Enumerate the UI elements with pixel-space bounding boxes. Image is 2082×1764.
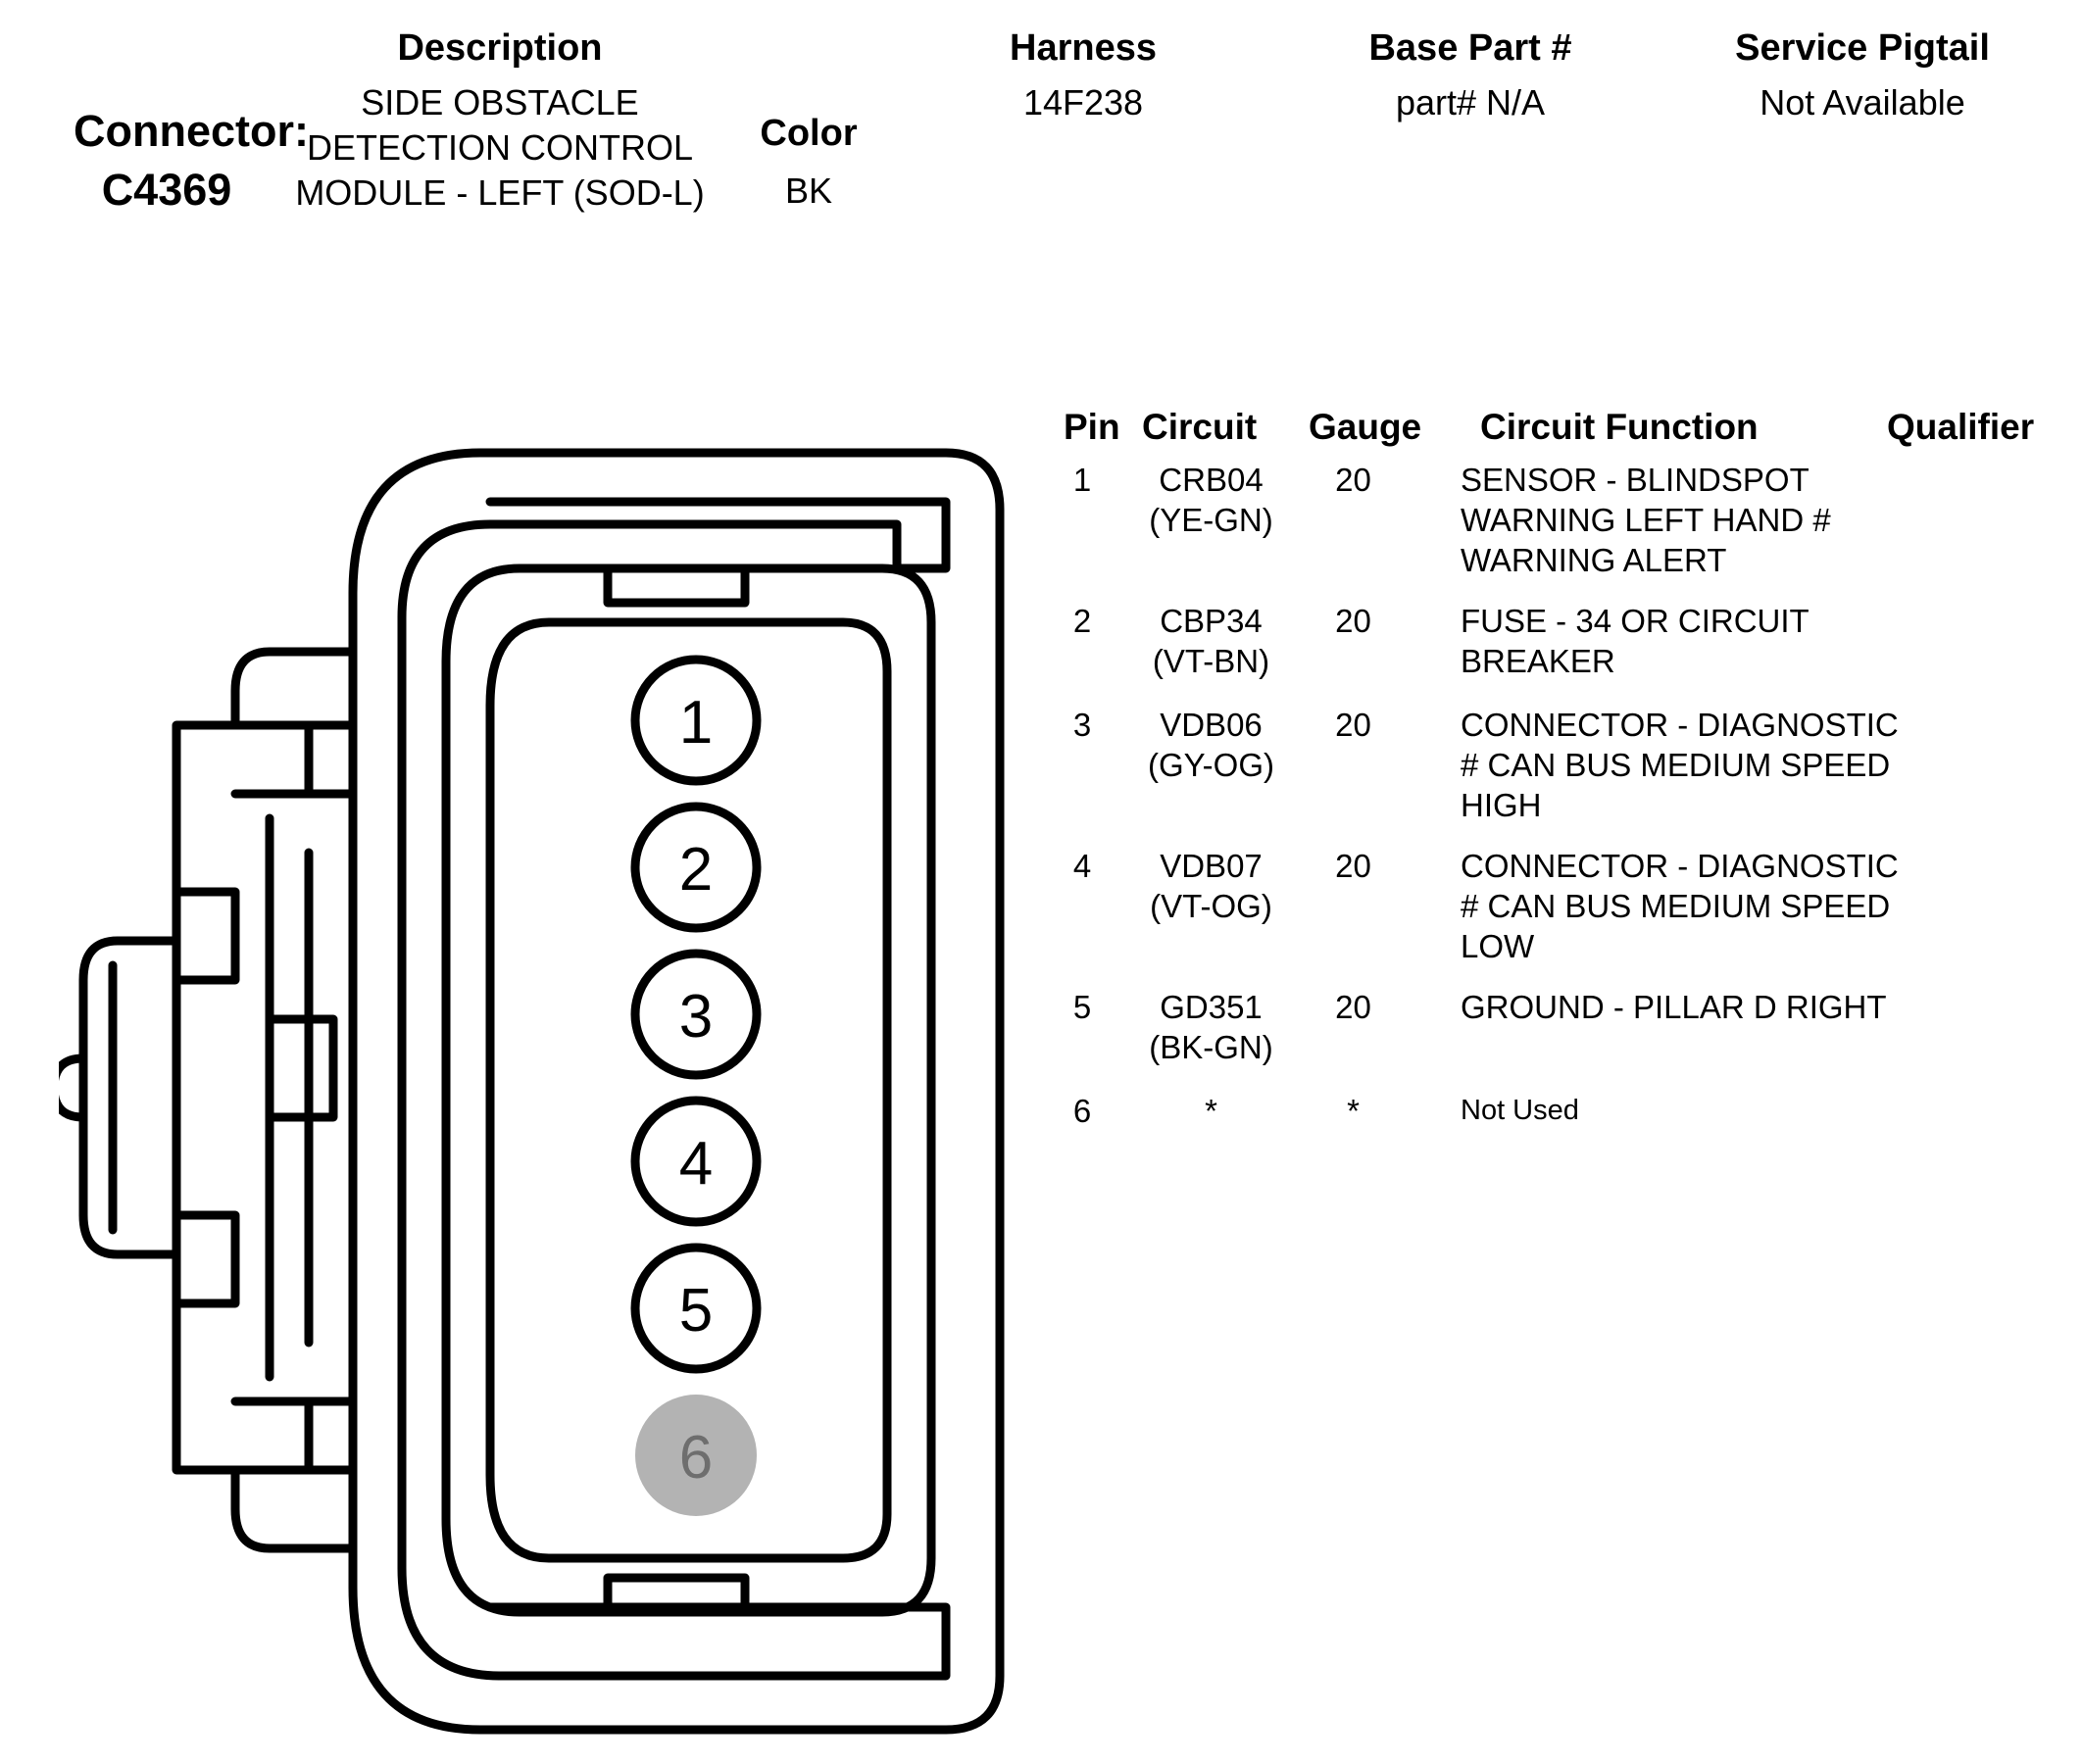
cell-function: CONNECTOR - DIAGNOSTIC # CAN BUS MEDIUM SPEED HIGH bbox=[1461, 707, 1899, 823]
cell-circuit-code: GD351 bbox=[1160, 989, 1263, 1025]
cell-gauge: * bbox=[1347, 1093, 1360, 1129]
connector-left-tab-top bbox=[235, 725, 309, 794]
cell-circuit-color: (VT-OG) bbox=[1150, 888, 1272, 924]
connector-face-diagram bbox=[59, 431, 1039, 1754]
cell-gauge: 20 bbox=[1335, 707, 1371, 743]
connector-left-housing bbox=[176, 652, 353, 1548]
col-header-qualifier: Qualifier bbox=[1887, 407, 2035, 447]
cell-circuit-color: (YE-GN) bbox=[1149, 502, 1273, 538]
connector-id: C4369 bbox=[101, 165, 232, 215]
cell-circuit bbox=[1125, 987, 1297, 1067]
cell-pin: 1 bbox=[1072, 462, 1092, 498]
cell-circuit-code: VDB06 bbox=[1160, 707, 1263, 743]
cell-pin: 3 bbox=[1072, 707, 1092, 743]
connector-left-tab-bottom bbox=[235, 1401, 309, 1470]
cavity-3-label: 3 bbox=[678, 983, 714, 1051]
table-row bbox=[1049, 987, 2078, 1077]
pin-table bbox=[1049, 407, 2078, 1163]
cavity-5-label: 5 bbox=[678, 1277, 714, 1345]
cell-circuit-code: CRB04 bbox=[1159, 462, 1264, 498]
base-part-value: part# N/A bbox=[1395, 82, 1546, 122]
cell-circuit-color: (BK-GN) bbox=[1149, 1029, 1273, 1065]
harness-value: 14F238 bbox=[1022, 82, 1144, 122]
cavity-6-label: 6 bbox=[678, 1424, 714, 1492]
pin-table-header-row bbox=[1049, 407, 2078, 460]
col-header-function: Circuit Function bbox=[1480, 407, 1759, 447]
cell-circuit bbox=[1125, 1091, 1297, 1131]
table-row bbox=[1049, 601, 2078, 691]
connector-left-window-2 bbox=[176, 1215, 235, 1303]
cell-function: FUSE - 34 OR CIRCUIT BREAKER bbox=[1461, 603, 1809, 679]
table-row bbox=[1049, 705, 2078, 832]
header-block bbox=[0, 0, 2082, 323]
col-header-gauge: Gauge bbox=[1309, 407, 1422, 447]
col-header-circuit: Circuit bbox=[1142, 407, 1258, 447]
description-value: SIDE OBSTACLE DETECTION CONTROL MODULE - LEFT (SOD-L) bbox=[295, 82, 705, 213]
connector-label: Connector: bbox=[74, 106, 309, 156]
color-label: Color bbox=[760, 113, 858, 154]
cell-circuit-code: * bbox=[1205, 1093, 1217, 1129]
cavity-1-label: 1 bbox=[678, 689, 714, 757]
cell-function: CONNECTOR - DIAGNOSTIC # CAN BUS MEDIUM SPEED LOW bbox=[1461, 848, 1899, 964]
col-header-pin: Pin bbox=[1064, 407, 1120, 447]
description-label: Description bbox=[397, 27, 603, 69]
cell-pin: 6 bbox=[1072, 1093, 1092, 1129]
service-pigtail-value: Not Available bbox=[1760, 82, 1965, 122]
table-row bbox=[1049, 1091, 2078, 1150]
color-value: BK bbox=[784, 171, 833, 211]
cell-circuit-code: CBP34 bbox=[1160, 603, 1263, 639]
connector-left-window-1 bbox=[176, 892, 235, 980]
cell-circuit-color: (VT-BN) bbox=[1152, 643, 1270, 679]
connector-top-notch bbox=[608, 568, 745, 603]
cell-pin: 2 bbox=[1072, 603, 1092, 639]
cell-pin: 4 bbox=[1072, 848, 1092, 884]
service-pigtail-label: Service Pigtail bbox=[1735, 27, 1990, 69]
cavity-2-label: 2 bbox=[678, 836, 714, 904]
cell-pin: 5 bbox=[1072, 989, 1092, 1025]
connector-center-block bbox=[270, 1019, 333, 1117]
cell-gauge: 20 bbox=[1335, 989, 1371, 1025]
cavity-4-label: 4 bbox=[678, 1130, 714, 1198]
table-row bbox=[1049, 846, 2078, 973]
cavity-group bbox=[635, 660, 757, 1516]
cell-circuit bbox=[1125, 460, 1297, 540]
connector-latch-arm bbox=[83, 941, 176, 1254]
cell-gauge: 20 bbox=[1335, 848, 1371, 884]
cell-function: SENSOR - BLINDSPOT WARNING LEFT HAND # WARNING ALERT bbox=[1461, 462, 1831, 578]
table-row bbox=[1049, 460, 2078, 587]
cell-circuit bbox=[1125, 846, 1297, 926]
cell-circuit-code: VDB07 bbox=[1160, 848, 1263, 884]
harness-label: Harness bbox=[1010, 27, 1157, 69]
cell-function: Not Used bbox=[1461, 1095, 1579, 1126]
cell-gauge: 20 bbox=[1335, 603, 1371, 639]
cell-gauge: 20 bbox=[1335, 462, 1371, 498]
cell-circuit bbox=[1125, 601, 1297, 681]
base-part-label: Base Part # bbox=[1368, 27, 1572, 69]
cell-circuit bbox=[1125, 705, 1297, 785]
cell-function: GROUND - PILLAR D RIGHT bbox=[1461, 989, 1887, 1025]
cell-circuit-color: (GY-OG) bbox=[1148, 747, 1274, 783]
